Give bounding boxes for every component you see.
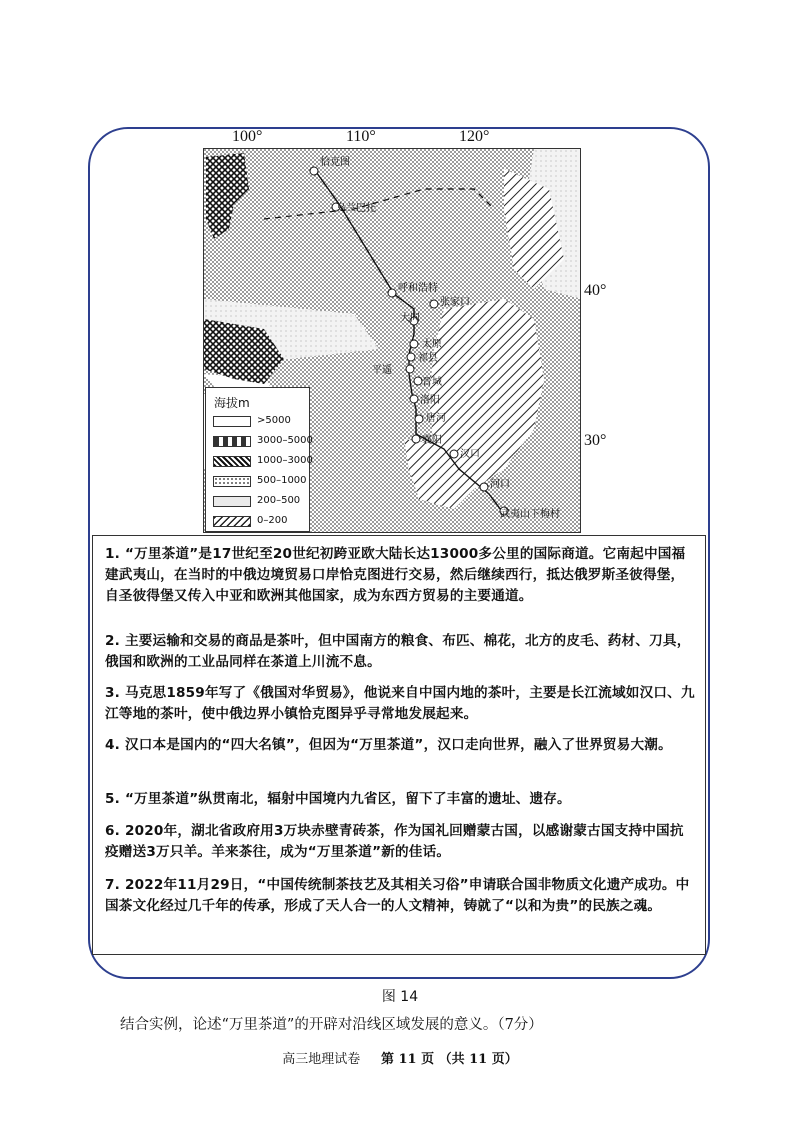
material-item: 4. 汉口本是国内的“四大名镇”，但因为“万里茶道”，汉口走向世界，融入了世界贸易大潮。 (105, 737, 672, 753)
city-label: 祁县 (418, 353, 438, 364)
city-label: 乌兰巴托 (336, 203, 376, 214)
question-text: 结合实例，论述“万里茶道”的开辟对沿线区域发展的意义。（7分） (120, 1017, 543, 1033)
longitude-label: 110° (346, 128, 376, 145)
material-item: 7. 2022年11月29日，“中国传统制茶技艺及其相关习俗”申请联合国非物质文化遗产成功。中国茶文化经过几千年的传承，形成了天人合一的人文精神，铸就了“以和为贵”的民族之魂。 (105, 877, 690, 914)
city-label: 大同 (400, 313, 420, 324)
legend-label: 500–1000 (257, 475, 307, 486)
city-label: 张家口 (440, 297, 470, 308)
material-item: 2. 主要运输和交易的商品是茶叶，但中国南方的粮食、布匹、棉花，北方的皮毛、药材、刀具，俄国和欧洲的工业品同样在茶道上川流不息。 (105, 633, 691, 670)
page-number: 第 11 页 （共 11 页） (380, 1052, 518, 1067)
latitude-label: 40° (584, 282, 607, 299)
latitude-label: 30° (584, 432, 607, 449)
city-label: 武夷山下梅村 (500, 509, 560, 520)
legend-swatch (213, 476, 251, 487)
material-item: 6. 2020年，湖北省政府用3万块赤壁青砖茶，作为国礼回赠蒙古国，以感谢蒙古国支持中国抗疫赠送3万只羊。羊来茶往，成为“万里茶道”新的佳话。 (105, 823, 684, 860)
legend-label: 200–500 (257, 495, 301, 506)
page-footer (0, 1048, 800, 1067)
figure-caption: 图 14 (381, 989, 419, 1005)
material-text-box (92, 535, 706, 955)
city-label: 呼和浩特 (398, 283, 438, 294)
legend-label: 1000–3000 (257, 455, 313, 466)
map-legend (205, 387, 313, 532)
city-label: 恰克图 (320, 157, 350, 168)
longitude-label: 100° (232, 128, 263, 145)
legend-label: 0–200 (257, 515, 288, 526)
city-label: 河口 (490, 479, 510, 490)
city-label: 唐河 (426, 413, 446, 424)
city-label: 襄阳 (422, 435, 442, 446)
legend-swatch (213, 496, 251, 507)
legend-label: 3000–5000 (257, 435, 313, 446)
city-label: 平遥 (372, 365, 392, 376)
legend-swatch (213, 456, 251, 467)
exam-name: 高三地理试卷 (282, 1052, 361, 1067)
legend-title: 海拔m (214, 396, 250, 410)
longitude-label: 120° (459, 128, 490, 145)
legend-swatch (213, 516, 251, 527)
city-label: 汉口 (460, 449, 480, 460)
material-item: 5. “万里茶道”纵贯南北，辐射中国境内九省区，留下了丰富的遗址、遗存。 (105, 791, 571, 807)
city-label: 太原 (422, 339, 442, 350)
legend-swatch (213, 436, 251, 447)
legend-swatch (213, 416, 251, 427)
material-item: 3. 马克思1859年写了《俄国对华贸易》，他说来自中国内地的茶叶，主要是长江流域如汉口、九江等地的茶叶，使中俄边界小镇恰克图异乎寻常地发展起来。 (105, 685, 695, 722)
city-label: 晋城 (422, 377, 442, 388)
city-label: 洛阳 (420, 395, 440, 406)
legend-label: >5000 (257, 415, 291, 426)
material-item: 1. “万里茶道”是17世纪至20世纪初跨亚欧大陆长达13000多公里的国际商道。它南起中国福建武夷山，在当时的中俄边境贸易口岸恰克图进行交易，然后继续西行，抵达俄罗斯圣彼得堡，自圣彼得堡又传入中亚和欧洲其他国家，成为东西方贸易的主要通道。 (105, 546, 686, 604)
